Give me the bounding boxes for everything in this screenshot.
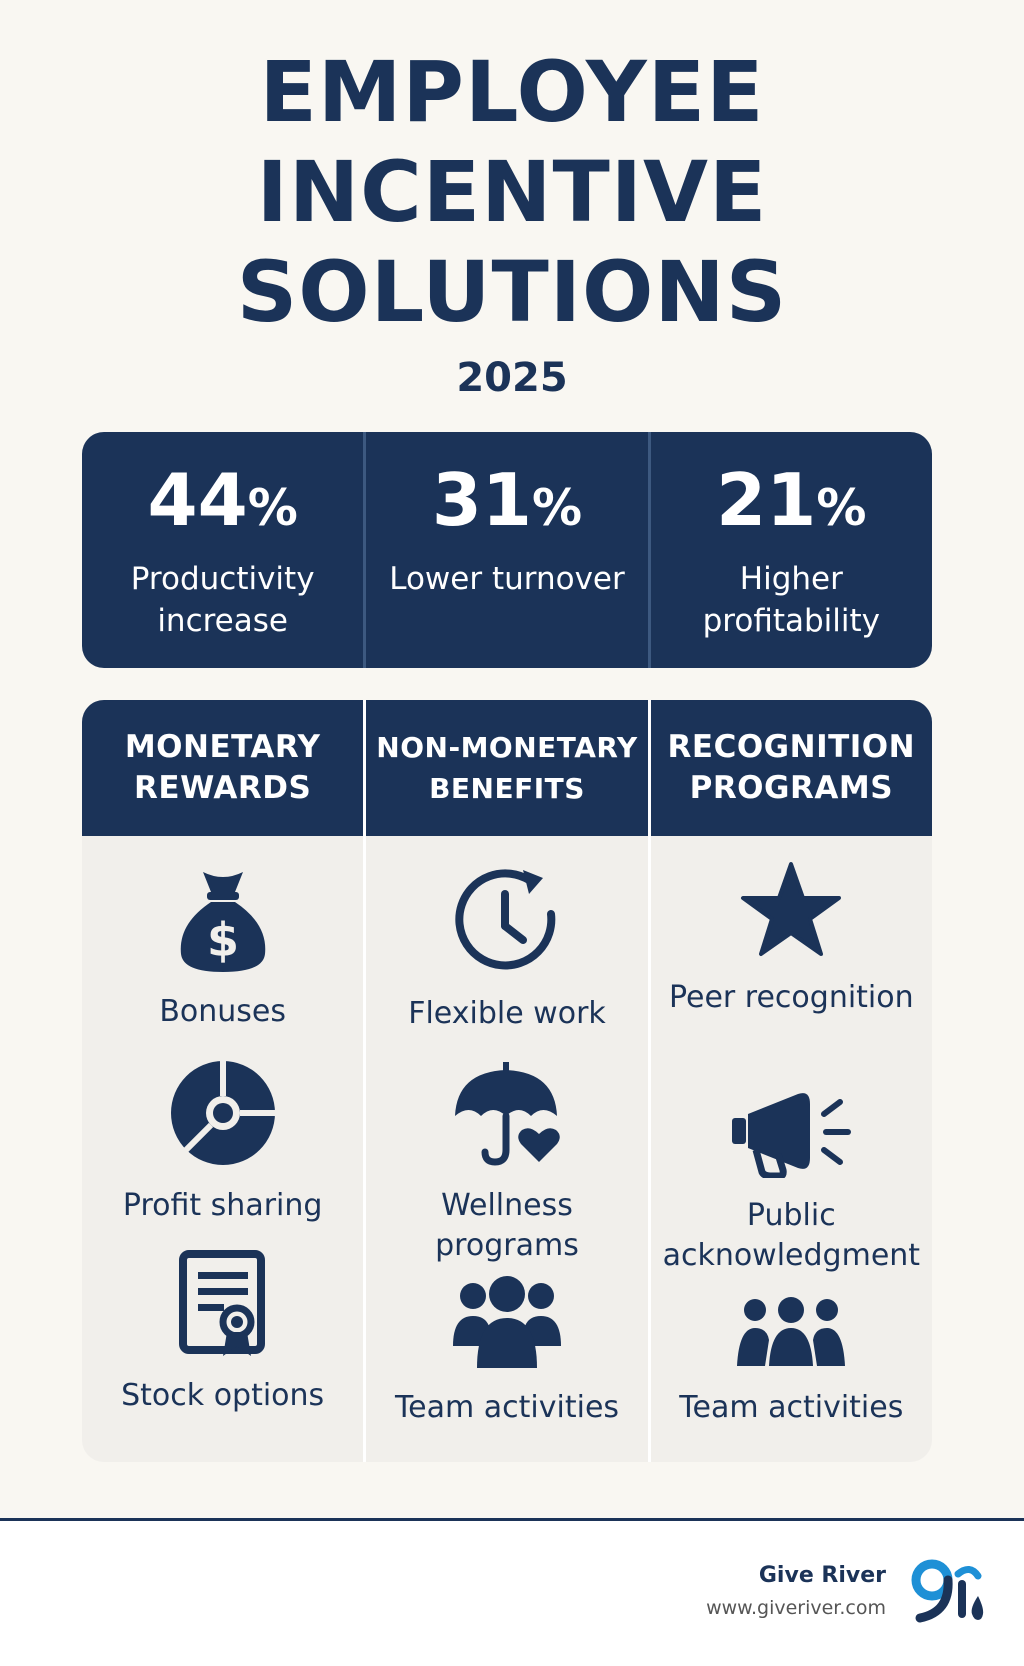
list-item-bonuses	[82, 864, 363, 1032]
list-item-team-activities	[366, 1274, 647, 1428]
stat-value	[148, 460, 298, 548]
stat-value	[716, 460, 866, 548]
stat-value	[432, 460, 582, 548]
item-label: Flexible work	[408, 996, 606, 1031]
column-heading: RECOGNITION PROGRAMS	[651, 700, 932, 836]
column-recognition-programs	[651, 700, 932, 1462]
column-body	[651, 836, 932, 1462]
footer	[0, 1521, 1024, 1666]
certificate-icon	[173, 1248, 273, 1358]
umbrella-heart-icon	[451, 1058, 563, 1168]
column-heading: NON-MONETARY BENEFITS	[366, 700, 647, 836]
list-item-wellness-programs	[366, 1058, 647, 1266]
column-monetary-rewards	[82, 700, 366, 1462]
column-non-monetary-benefits	[366, 700, 650, 1462]
star-icon	[739, 860, 843, 960]
title-line-3: SOLUTIONS	[236, 243, 788, 341]
title-line-2: INCENTIVE	[256, 143, 768, 241]
stat-number: 21	[716, 458, 817, 542]
list-item-public-acknowledgment	[651, 1088, 932, 1276]
brand-url[interactable]: www.giveriver.com	[706, 1597, 886, 1619]
year-label: 2025	[456, 355, 568, 401]
stat-number: 44	[147, 458, 248, 542]
item-label: Bonuses	[159, 994, 286, 1029]
megaphone-icon	[728, 1088, 854, 1178]
stat-unit: %	[816, 479, 867, 537]
money-bag-icon	[173, 864, 273, 974]
clock-icon	[451, 864, 563, 976]
stat-unit: %	[532, 479, 583, 537]
pie-chart-icon	[168, 1058, 278, 1168]
stat-label: Higher profitability	[702, 561, 881, 639]
list-item-flexible-work	[366, 864, 647, 1034]
stat-label: Lower turnover	[389, 561, 625, 597]
stat-label: Productivity increase	[130, 561, 315, 639]
item-label: Team activities	[394, 1390, 620, 1425]
brand-name: Give River	[758, 1563, 886, 1588]
page-title	[0, 42, 1024, 342]
stats-panel	[82, 432, 932, 668]
column-body	[82, 836, 363, 1462]
item-label: Stock options	[121, 1378, 325, 1413]
stat-unit: %	[247, 479, 298, 537]
stat-turnover	[366, 432, 650, 668]
item-label: Peer recognition	[668, 980, 914, 1015]
svg-text:$: $	[206, 913, 239, 967]
list-item-peer-recognition	[651, 860, 932, 1018]
incentive-table	[82, 700, 932, 1462]
list-item-profit-sharing	[82, 1058, 363, 1226]
give-river-logo-icon	[906, 1556, 984, 1626]
stat-profitability	[651, 432, 932, 668]
item-label: Wellness programs	[435, 1188, 579, 1263]
list-item-stock-options	[82, 1248, 363, 1416]
stat-productivity	[82, 432, 366, 668]
item-label: Team activities	[679, 1390, 904, 1425]
list-item-team-activities	[651, 1296, 932, 1428]
team-icon	[735, 1296, 847, 1370]
stat-number: 31	[431, 458, 533, 542]
item-label: Public acknowledgment	[662, 1198, 921, 1273]
item-label: Profit sharing	[122, 1188, 323, 1223]
group-icon	[451, 1274, 563, 1370]
title-line-1: EMPLOYEE	[259, 43, 765, 141]
column-body	[366, 836, 647, 1462]
column-heading: MONETARY REWARDS	[82, 700, 363, 836]
